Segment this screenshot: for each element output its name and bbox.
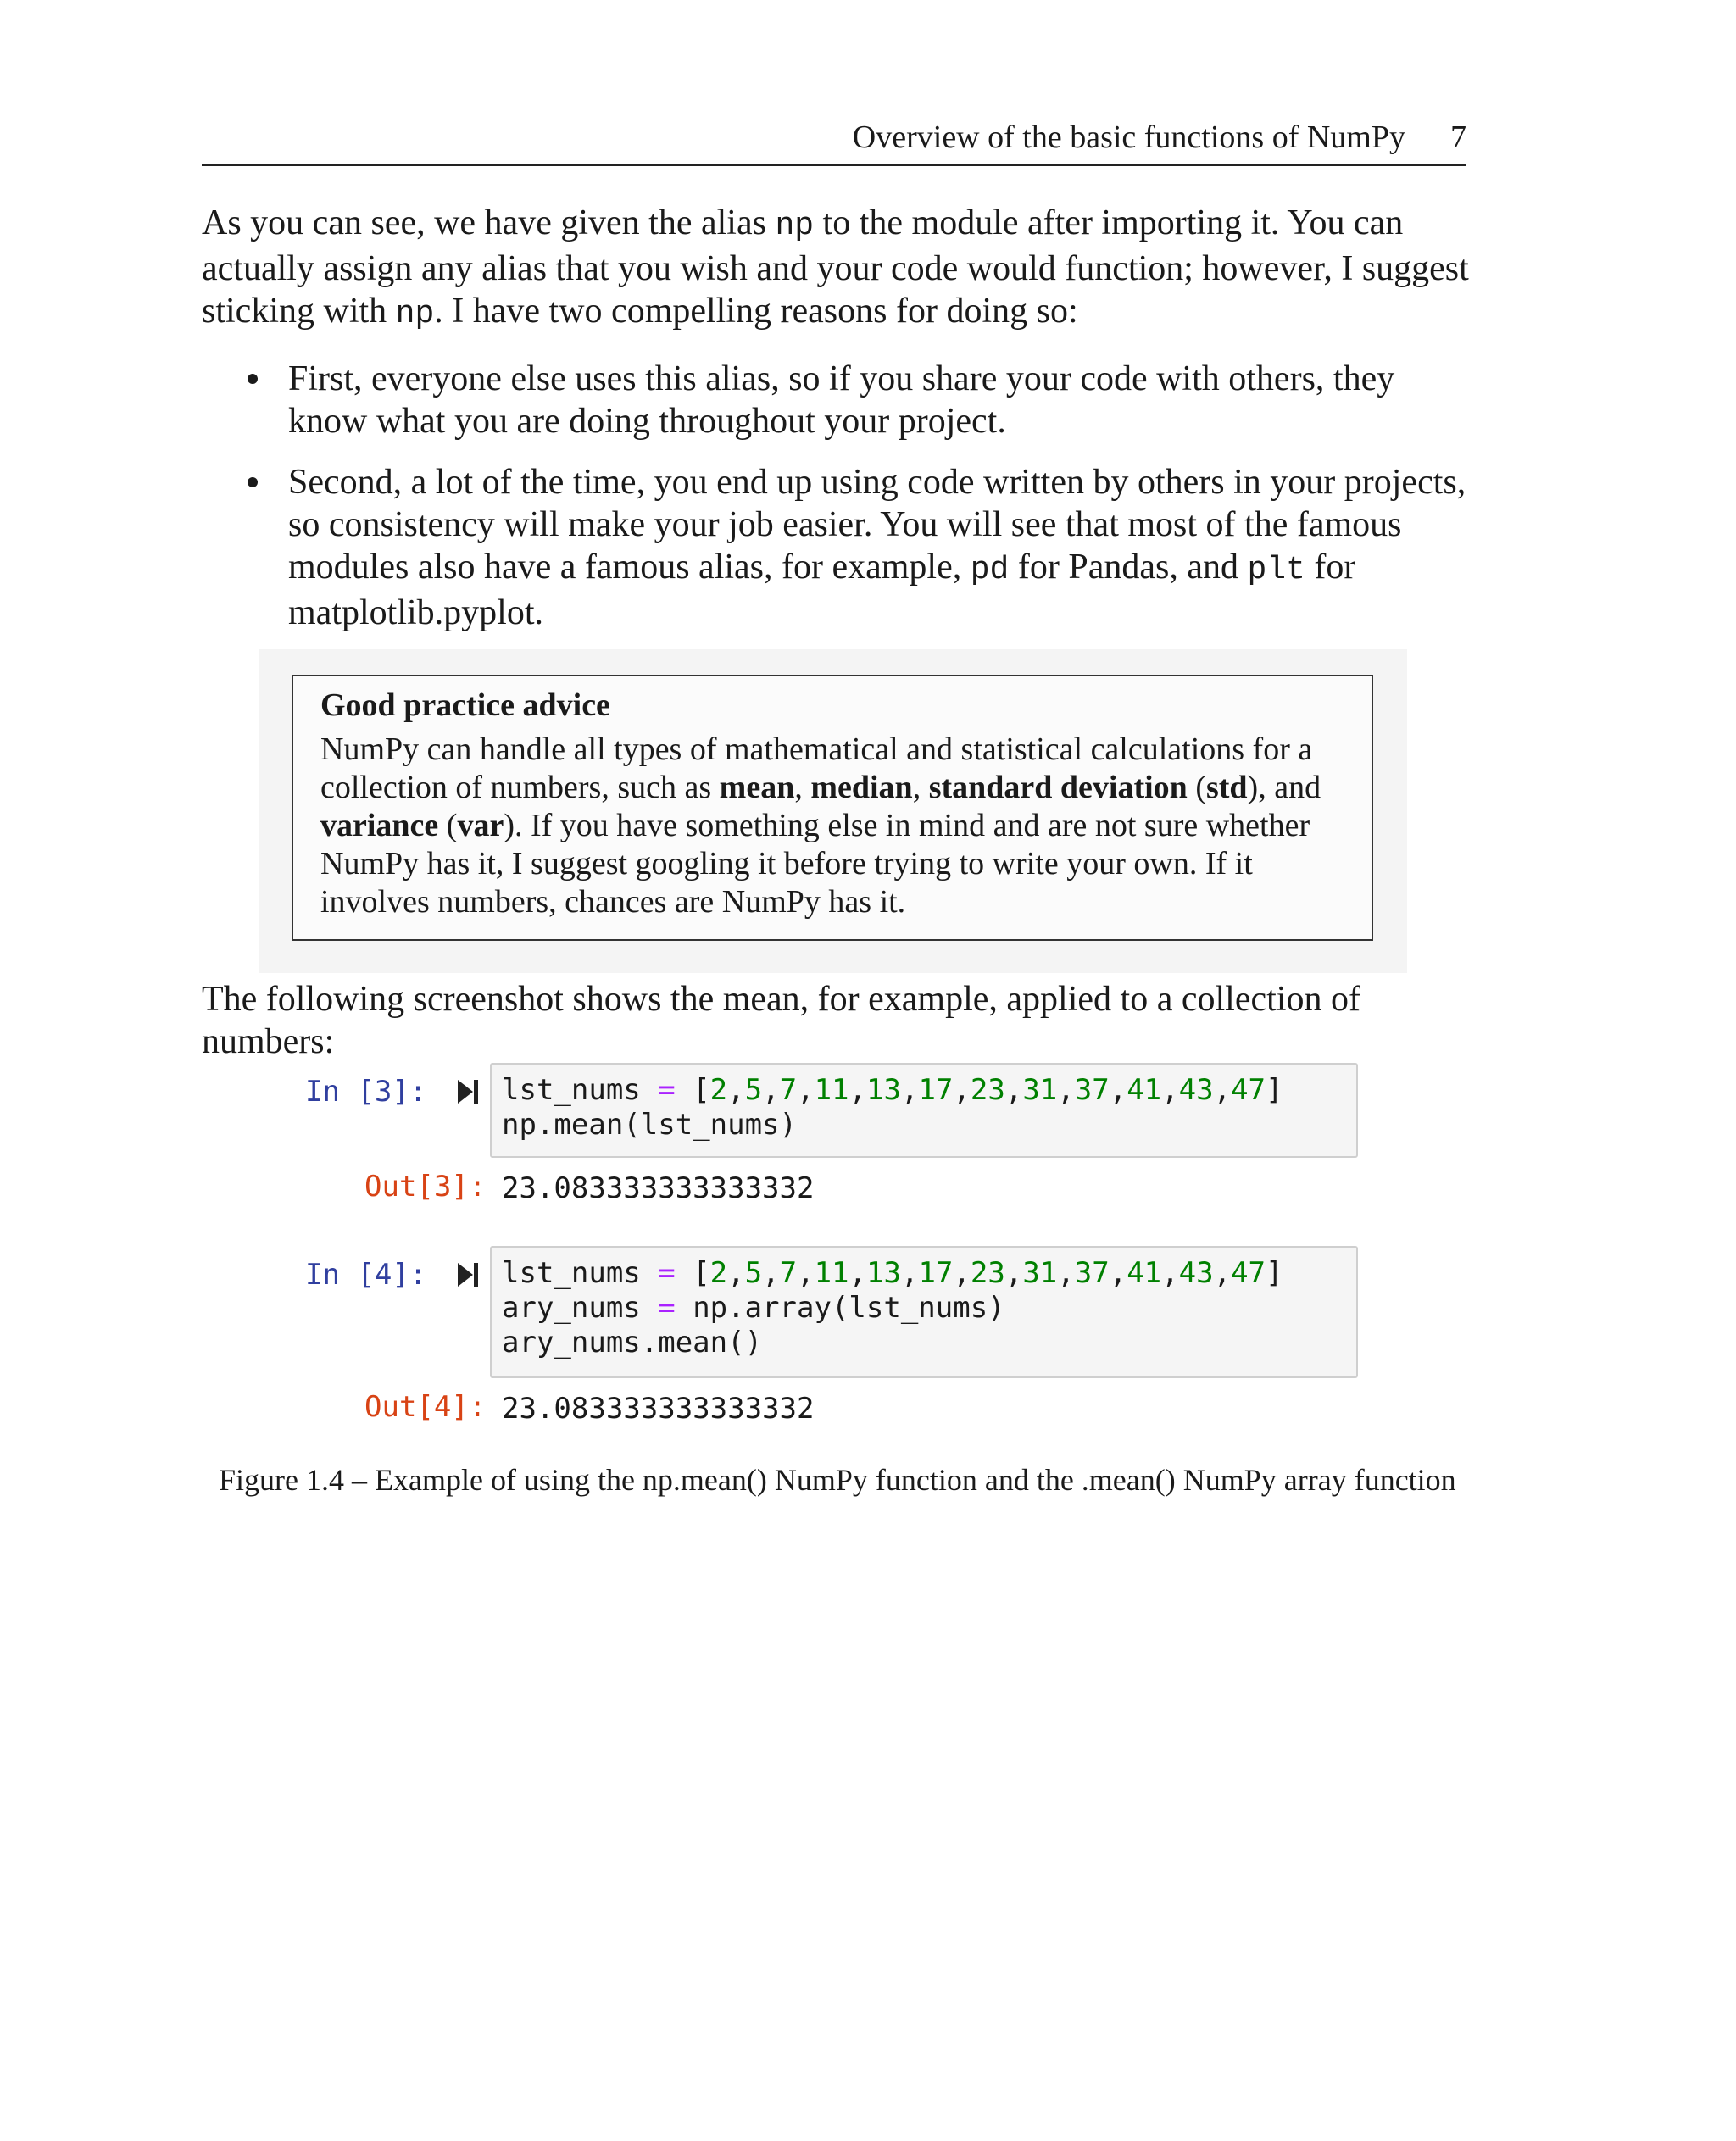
code-cell-input[interactable]: lst_nums = [2,5,7,11,13,17,23,31,37,41,43,47] np.mean(lst_nums) <box>490 1063 1358 1158</box>
in-prompt: In [4]: <box>305 1258 427 1292</box>
code-number: 43 <box>1178 1256 1214 1290</box>
out-prompt: Out[3]: <box>364 1170 487 1204</box>
code-number: 2 <box>709 1256 728 1290</box>
advice-bold-var: var <box>457 808 504 843</box>
code-number: 23 <box>970 1256 1005 1290</box>
bullet-text: for matplotlib.pyplot. <box>288 548 1356 632</box>
code-token: [ <box>675 1073 710 1107</box>
code-number: 41 <box>1127 1256 1162 1290</box>
code-number: 37 <box>1074 1073 1110 1107</box>
code-cell-input[interactable]: lst_nums = [2,5,7,11,13,17,23,31,37,41,43,47] ary_nums = np.array(lst_nums) ary_nums.mean() <box>490 1246 1358 1378</box>
code-operator: = <box>658 1291 676 1325</box>
advice-segment: ), and <box>1247 770 1321 805</box>
code-line: np.mean(lst_nums) <box>502 1108 797 1142</box>
code-token: ] <box>1266 1073 1283 1107</box>
advice-bold-median: median <box>810 770 913 805</box>
code-number: 31 <box>1022 1256 1058 1290</box>
code-number: 31 <box>1022 1073 1058 1107</box>
code-number: 2 <box>709 1073 728 1107</box>
list-item <box>202 461 1473 634</box>
advice-segment: ( <box>1187 770 1206 805</box>
advice-segment: , <box>912 770 929 805</box>
code-number: 7 <box>779 1256 798 1290</box>
code-number: 37 <box>1074 1256 1110 1290</box>
intro-text-1: As you can see, we have given the alias <box>202 203 776 242</box>
notebook-screenshot <box>305 1063 1365 1436</box>
code-token: [ <box>675 1256 710 1290</box>
code-number: 23 <box>970 1073 1005 1107</box>
advice-segment: ( <box>438 808 458 843</box>
chapter-section-title: Overview of the basic functions of NumPy <box>852 120 1405 155</box>
inline-code-np: np <box>395 296 435 332</box>
advice-bold-std-dev: standard deviation <box>928 770 1188 805</box>
code-number: 47 <box>1231 1073 1266 1107</box>
code-number: 7 <box>779 1073 798 1107</box>
code-number: 11 <box>814 1073 849 1107</box>
advice-callout <box>259 649 1407 973</box>
code-operator: = <box>658 1073 676 1107</box>
advice-box <box>292 675 1373 941</box>
code-number: 47 <box>1231 1256 1266 1290</box>
code-number: 13 <box>866 1256 901 1290</box>
advice-text <box>320 731 1344 921</box>
reasons-list <box>202 358 1473 653</box>
code-number: 11 <box>814 1256 849 1290</box>
inline-code-pd: pd <box>970 552 1010 588</box>
advice-bold-variance: variance <box>320 808 439 843</box>
code-number: 5 <box>744 1073 763 1107</box>
code-token: lst_nums <box>502 1256 659 1290</box>
bullet-text: Second, a lot of the time, you end up using code written by others in your projects, so consistency will make your job easier. You will see that most of the famous modules also have a famous alias, for example, <box>288 463 1466 587</box>
list-item <box>202 358 1473 442</box>
code-token: ] <box>1266 1256 1283 1290</box>
out-prompt: Out[4]: <box>364 1390 487 1424</box>
code-number: 17 <box>918 1073 954 1107</box>
bullet-icon <box>248 374 258 384</box>
code-number: 43 <box>1178 1073 1214 1107</box>
advice-segment: NumPy can handle all types of mathematical and statistical calculations for a collection of numbers, such as <box>320 731 1313 805</box>
code-number: 17 <box>918 1256 954 1290</box>
advice-bold-std: std <box>1205 770 1248 805</box>
bullet-text: First, everyone else uses this alias, so if you share your code with others, they know what you are doing throughout your project. <box>288 359 1395 441</box>
running-header <box>202 110 1466 166</box>
inline-code-plt: plt <box>1247 552 1305 588</box>
lead-in-sentence: The following screenshot shows the mean, for example, applied to a collection of numbers: <box>202 980 1360 1061</box>
advice-segment: ). If you have something else in mind and are not sure whether NumPy has it, I suggest googling it before trying to write your own. If it involves numbers, chances are NumPy has it. <box>320 808 1310 920</box>
advice-segment: , <box>794 770 811 805</box>
code-number: 41 <box>1127 1073 1162 1107</box>
run-cell-icon[interactable] <box>456 1261 480 1288</box>
bullet-text: for Pandas, and <box>1009 548 1248 587</box>
run-cell-icon[interactable] <box>456 1078 480 1105</box>
code-number: 13 <box>866 1073 901 1107</box>
code-token: np.array(lst_nums) <box>675 1291 1005 1325</box>
page-number: 7 <box>1450 120 1466 155</box>
code-token: lst_nums <box>502 1073 659 1107</box>
code-line: ary_nums.mean() <box>502 1326 763 1360</box>
intro-text-3: . I have two compelling reasons for doing so: <box>434 292 1078 331</box>
cell-output: 23.083333333333332 <box>502 1171 815 1205</box>
cell-output: 23.083333333333332 <box>502 1392 815 1426</box>
advice-title: Good practice advice <box>320 687 610 723</box>
intro-text-2: to the module after importing it. You can actually assign any alias that you wish and your code would function; however, I suggest sticking with <box>202 203 1469 331</box>
figure-caption: Figure 1.4 – Example of using the np.mean() NumPy function and the .mean() NumPy array function <box>219 1463 1456 1497</box>
in-prompt: In [3]: <box>305 1075 427 1109</box>
code-number: 5 <box>744 1256 763 1290</box>
advice-bold-mean: mean <box>719 770 795 805</box>
code-token: ary_nums <box>502 1291 659 1325</box>
code-operator: = <box>658 1256 676 1290</box>
inline-code-np: np <box>775 208 815 244</box>
bullet-icon <box>248 477 258 487</box>
intro-paragraph <box>202 202 1473 336</box>
